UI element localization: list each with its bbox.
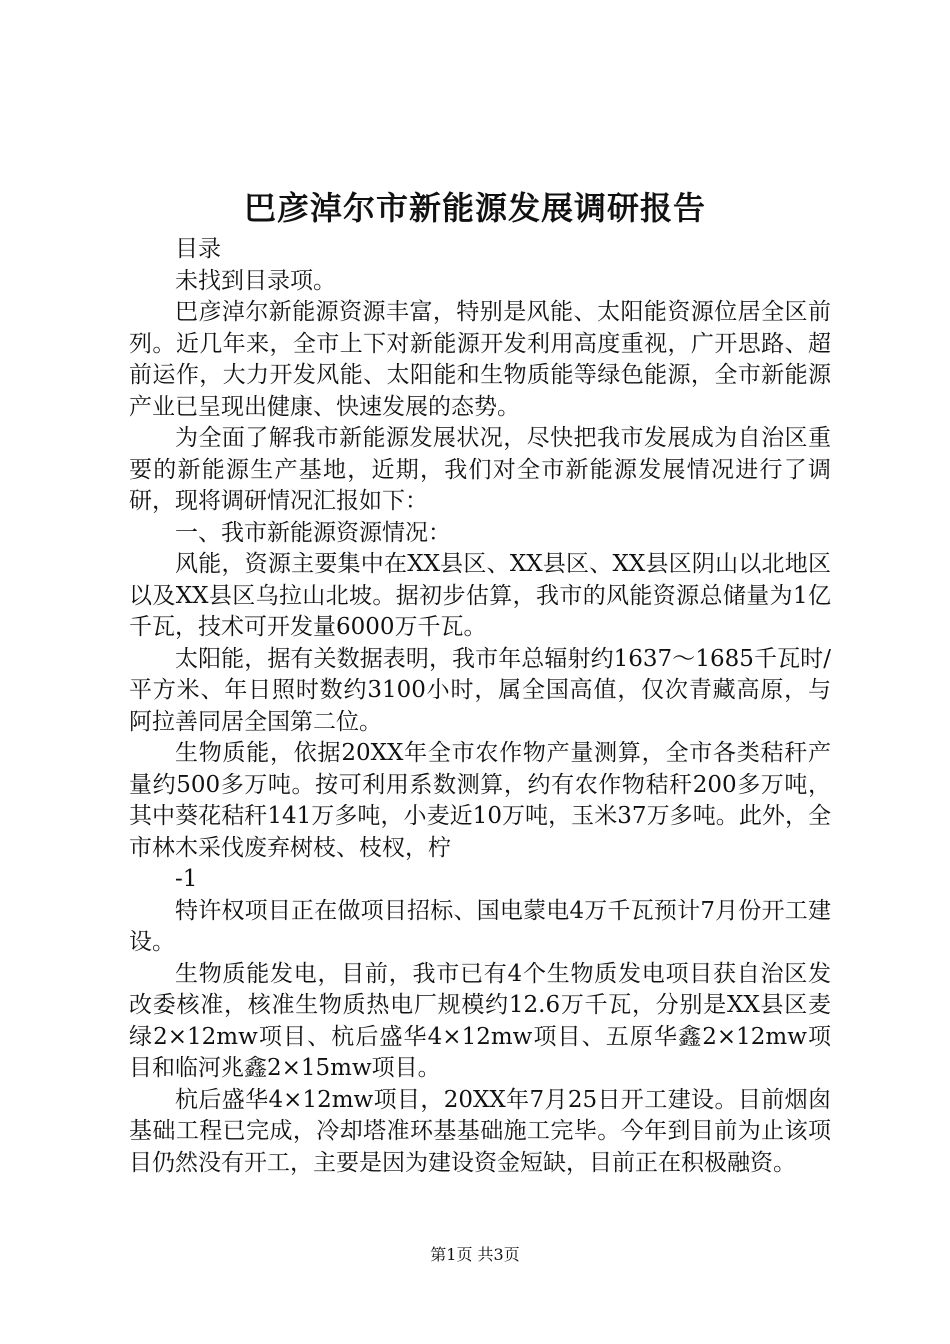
paragraph-wind: 风能，资源主要集中在XX县区、XX县区、XX县区阴山以北地区以及XX县区乌拉山北坡。据初步估算，我市的风能资源总储量为1亿千瓦，技术可开发量6000万千瓦。 (129, 551, 831, 640)
section-heading-resources: 一、我市新能源资源情况： (175, 519, 451, 546)
paragraph-biomass-power: 生物质能发电，目前，我市已有4个生物质发电项目获自治区发改委核准，核准生物质热电厂规模约12.6万千瓦，分别是XX县区麦绿2×12mw项目、杭后盛华4×12mw项目、五原华鑫2×12mw项目和临河兆鑫2×15mw项目。 (129, 960, 831, 1081)
paragraph-concession: 特许权项目正在做项目招标、国电蒙电4万千瓦预计7月份开工建设。 (129, 897, 831, 955)
paragraph-shenghua-project: 杭后盛华4×12mw项目，20XX年7月25日开工建设。目前烟囱基础工程已完成，冷却塔准环基基础施工完毕。今年到目前为止该项目仍然没有开工，主要是因为建设资金短缺，目前正在积极融资。 (129, 1086, 831, 1176)
document-title: 巴彦淖尔市新能源发展调研报告 (243, 189, 706, 227)
paragraph-intro: 巴彦淖尔新能源资源丰富，特别是风能、太阳能资源位居全区前列。近几年来，全市上下对新能源开发利用高度重视，广开思路、超前运作，大力开发风能、太阳能和生物质能等绿色能源，全市新能源产业已呈现出健康、快速发展的态势。 (129, 299, 831, 420)
paragraph-biomass: 生物质能，依据20XX年全市农作物产量测算，全市各类秸秆产量约500多万吨。按可利用系数测算，约有农作物秸秆200多万吨，其中葵花秸秆141万多吨，小麦近10万吨，玉米37万多吨。此外，全市林木采伐废弃树枝、枝杈，柠 (129, 740, 831, 861)
paragraph-solar: 太阳能，据有关数据表明，我市年总辐射约1637～1685千瓦时/平方米、年日照时数约3100小时，属全国高值，仅次青藏高原，与阿拉善同居全国第二位。 (129, 645, 831, 735)
paragraph-purpose: 为全面了解我市新能源发展状况，尽快把我市发展成为自治区重要的新能源生产基地，近期，我们对全市新能源发展情况进行了调研，现将调研情况汇报如下： (129, 425, 831, 514)
toc-empty-note: 未找到目录项。 (175, 267, 336, 294)
document-body (129, 234, 831, 1179)
page-break-marker: -1 (175, 866, 198, 892)
toc-heading: 目录 (175, 236, 221, 262)
page-footer: 第1页 共3页 (430, 1245, 520, 1264)
